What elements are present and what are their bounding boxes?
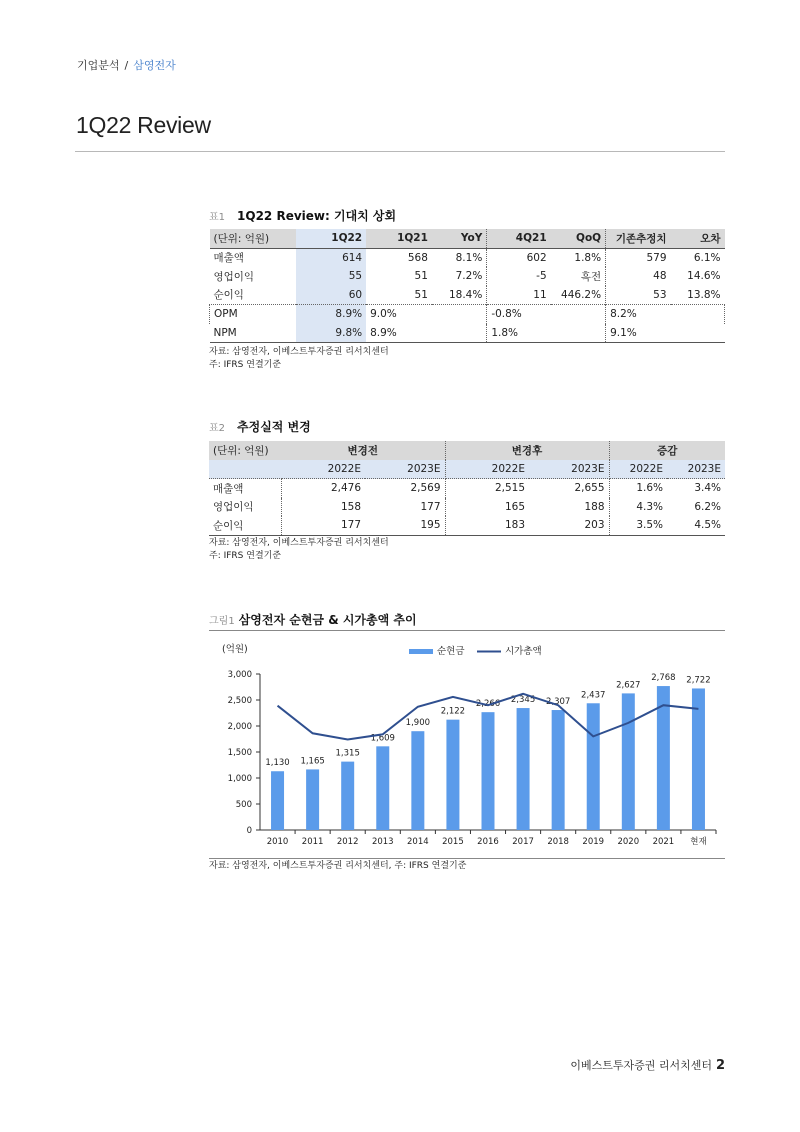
table1-col-header: 4Q21 (487, 229, 551, 248)
cell: 4.3% (636, 500, 663, 513)
cell: 9.8% (296, 324, 366, 343)
table2-source: 자료: 삼영전자, 이베스트투자증권 리서치센터 (209, 538, 389, 548)
cell: 11 (533, 288, 547, 301)
cell: 1.8% (491, 326, 518, 339)
x-tick-label: 2020 (617, 837, 640, 847)
page-number: 2 (715, 1058, 725, 1073)
cell: -0.8% (487, 305, 551, 324)
bar-net-cash (411, 731, 424, 830)
cell: 8.2% (606, 305, 671, 324)
cell: 48 (653, 270, 667, 283)
table2-subheader: 2022E (445, 460, 529, 479)
table2-notes (209, 537, 389, 563)
table1-title: 1Q22 Review: 기대치 상회 (237, 209, 397, 223)
cell: 1.6% (636, 482, 663, 495)
x-tick-label: 2013 (371, 837, 394, 847)
cell: 3.5% (636, 519, 663, 532)
bar-data-label: 2,266 (475, 699, 501, 710)
page-footer (570, 1057, 725, 1073)
bar-net-cash (517, 708, 530, 830)
bar-data-label: 2,122 (440, 706, 466, 717)
table2-subheader-row (209, 460, 725, 479)
x-tick-label: 2018 (547, 837, 569, 847)
title-divider (75, 151, 725, 152)
cell: 183 (504, 519, 525, 532)
cell: 3.4% (694, 482, 721, 495)
table2-caption (209, 418, 311, 435)
figure1-top-rule (209, 630, 725, 631)
bar-data-label: 2,307 (545, 697, 571, 708)
bar-net-cash (271, 771, 284, 830)
x-tick-label: 2010 (266, 837, 289, 847)
row-label: 매출액 (213, 252, 244, 265)
bar-net-cash (482, 712, 495, 830)
cell: 195 (365, 516, 445, 535)
bar-net-cash (587, 703, 600, 830)
row-label: 순이익 (213, 289, 244, 302)
table-row (210, 267, 725, 286)
table1-header-row (210, 229, 725, 248)
table-row (210, 248, 725, 267)
x-tick-label: 현재 (690, 837, 707, 847)
x-tick-label: 2012 (336, 837, 359, 847)
bar-data-label: 2,345 (510, 695, 536, 706)
table1-col-header: YoY (432, 229, 487, 248)
cell (432, 324, 487, 343)
table2-unit: (단위: 억원) (209, 441, 281, 460)
cell: 4.5% (694, 519, 721, 532)
bar-data-label: 1,900 (405, 718, 431, 729)
bar-data-label: 2,627 (616, 680, 641, 691)
table-row (209, 498, 725, 517)
x-tick-label: 2016 (477, 837, 499, 847)
table2-group-change: 증감 (609, 441, 725, 460)
cell: 14.6% (687, 270, 721, 283)
table2-title: 추정실적 변경 (237, 420, 311, 434)
table2-group-row (209, 441, 725, 460)
row-label: 영업이익 (213, 270, 255, 283)
x-tick-label: 2021 (652, 837, 675, 847)
table-row (210, 305, 725, 324)
cell (432, 305, 487, 324)
y-tick-label: 2,000 (227, 722, 252, 732)
y-tick-label: 0 (246, 826, 252, 836)
table2-footnote: 주: IFRS 연결기준 (209, 551, 282, 561)
bar-net-cash (376, 746, 389, 830)
y-tick-label: 1,500 (227, 748, 252, 758)
table2-subheader: 2023E (667, 460, 725, 479)
table-row (210, 324, 725, 343)
table1-footnote: 주: IFRS 연결기준 (209, 360, 282, 370)
figure1-source: 자료: 삼영전자, 이베스트투자증권 리서치센터, 주: IFRS 연결기준 (209, 861, 467, 871)
cell: 579 (646, 251, 667, 264)
cell: 6.1% (693, 251, 721, 264)
x-tick-label: 2019 (582, 837, 605, 847)
cell: 165 (504, 500, 525, 513)
table1-source: 자료: 삼영전자, 이베스트투자증권 리서치센터 (209, 347, 389, 357)
chart-legend (409, 645, 542, 657)
cell: 9.1% (610, 326, 637, 339)
table2-subheader: 2023E (365, 460, 445, 479)
cell: -5 (536, 270, 547, 283)
row-label: 영업이익 (209, 498, 281, 517)
bar-net-cash (341, 762, 354, 830)
bar-data-label: 1,165 (300, 756, 325, 767)
cell: 1.8% (551, 248, 606, 267)
row-label: NPM (213, 326, 237, 339)
bar-data-label: 1,315 (335, 748, 360, 759)
cell: 8.9% (370, 326, 397, 339)
figure1-bottom-rule (209, 858, 725, 859)
cell: 568 (407, 251, 428, 264)
x-tick-label: 2015 (442, 837, 464, 847)
figure1-title: 삼영전자 순현금 & 시가총액 추이 (238, 613, 417, 627)
cell: 446.2% (551, 286, 606, 305)
x-tick-label: 2011 (301, 837, 324, 847)
table2-group-after: 변경후 (445, 441, 609, 460)
table2-group-before: 변경전 (281, 441, 445, 460)
page-title: 1Q22 Review (76, 112, 211, 138)
figure1-number: 그림1 (209, 616, 235, 627)
cell: 177 (365, 498, 445, 517)
y-tick-label: 500 (235, 800, 252, 810)
legend-label-market-cap: 시가총액 (505, 646, 542, 657)
table2 (209, 441, 725, 536)
bar-data-label: 1,609 (370, 733, 395, 744)
table2-number: 표2 (209, 423, 226, 434)
table-row (210, 286, 725, 305)
cell: 7.2% (432, 267, 487, 286)
cell: 53 (653, 288, 667, 301)
bar-data-label: 2,768 (651, 673, 676, 684)
cell (551, 305, 606, 324)
cell: 614 (296, 248, 366, 267)
table-row (209, 479, 725, 498)
table1-col-header: 오차 (671, 229, 725, 248)
cell: 2,515 (494, 482, 525, 495)
table1-col-header: 1Q22 (296, 229, 366, 248)
table2-subheader: 2022E (609, 460, 667, 479)
breadcrumb-separator: / (124, 59, 129, 72)
table1-caption (209, 207, 396, 224)
cell: 55 (296, 267, 366, 286)
cell: 2,655 (529, 479, 609, 498)
y-tick-label: 2,500 (227, 696, 252, 706)
cell (671, 305, 725, 324)
row-label: 순이익 (209, 516, 281, 535)
table-row (209, 516, 725, 535)
cell: 158 (340, 500, 361, 513)
breadcrumb (77, 57, 176, 73)
cell: 8.9% (296, 305, 366, 324)
cell (551, 324, 606, 343)
legend-label-net-cash: 순현금 (437, 646, 465, 657)
table1-col-header: 기존추정치 (606, 229, 671, 248)
cell: 18.4% (432, 286, 487, 305)
bar-net-cash (446, 720, 459, 830)
legend-bar-swatch (409, 649, 433, 654)
table1-col-header: 1Q21 (366, 229, 432, 248)
cell: 2,569 (365, 479, 445, 498)
cell: 6.2% (694, 500, 721, 513)
cell: 8.1% (432, 248, 487, 267)
bar-net-cash (552, 710, 565, 830)
cell: 602 (526, 251, 547, 264)
cell: 51 (414, 288, 428, 301)
net-cash-marketcap-chart (209, 632, 725, 858)
bar-net-cash (692, 688, 705, 830)
cell: 203 (529, 516, 609, 535)
table1-number: 표1 (209, 212, 226, 223)
cell: 9.0% (366, 305, 432, 324)
table2-subheader: 2022E (281, 460, 365, 479)
cell (671, 324, 725, 343)
table2-subheader-blank (209, 460, 281, 479)
bar-data-label: 1,130 (265, 758, 290, 769)
table1-col-header: QoQ (551, 229, 606, 248)
y-axis-unit-label: (억원) (222, 644, 248, 655)
table1 (209, 229, 725, 343)
bar-net-cash (622, 693, 635, 830)
y-tick-label: 3,000 (227, 670, 252, 680)
cell: 2,476 (330, 482, 361, 495)
bar-data-label: 2,437 (581, 690, 606, 701)
bar-net-cash (306, 769, 319, 830)
table1-notes (209, 346, 389, 372)
x-tick-label: 2014 (407, 837, 429, 847)
breadcrumb-section[interactable]: 기업분석 (77, 59, 120, 72)
x-tick-label: 2017 (512, 837, 534, 847)
cell: 188 (529, 498, 609, 517)
table2-subheader: 2023E (529, 460, 609, 479)
cell: 177 (340, 519, 361, 532)
cell: 51 (414, 270, 428, 283)
bar-data-label: 2,722 (686, 675, 711, 686)
cell: 60 (296, 286, 366, 305)
footer-org: 이베스트투자증권 리서치센터 (570, 1059, 712, 1072)
row-label: OPM (210, 305, 297, 324)
figure1-caption (209, 611, 417, 628)
table1-col-header: (단위: 억원) (210, 229, 297, 248)
row-label: 매출액 (209, 479, 281, 498)
breadcrumb-current[interactable]: 삼영전자 (133, 59, 176, 72)
y-tick-label: 1,000 (227, 774, 252, 784)
cell: 13.8% (687, 288, 721, 301)
cell: 흑전 (551, 267, 606, 286)
